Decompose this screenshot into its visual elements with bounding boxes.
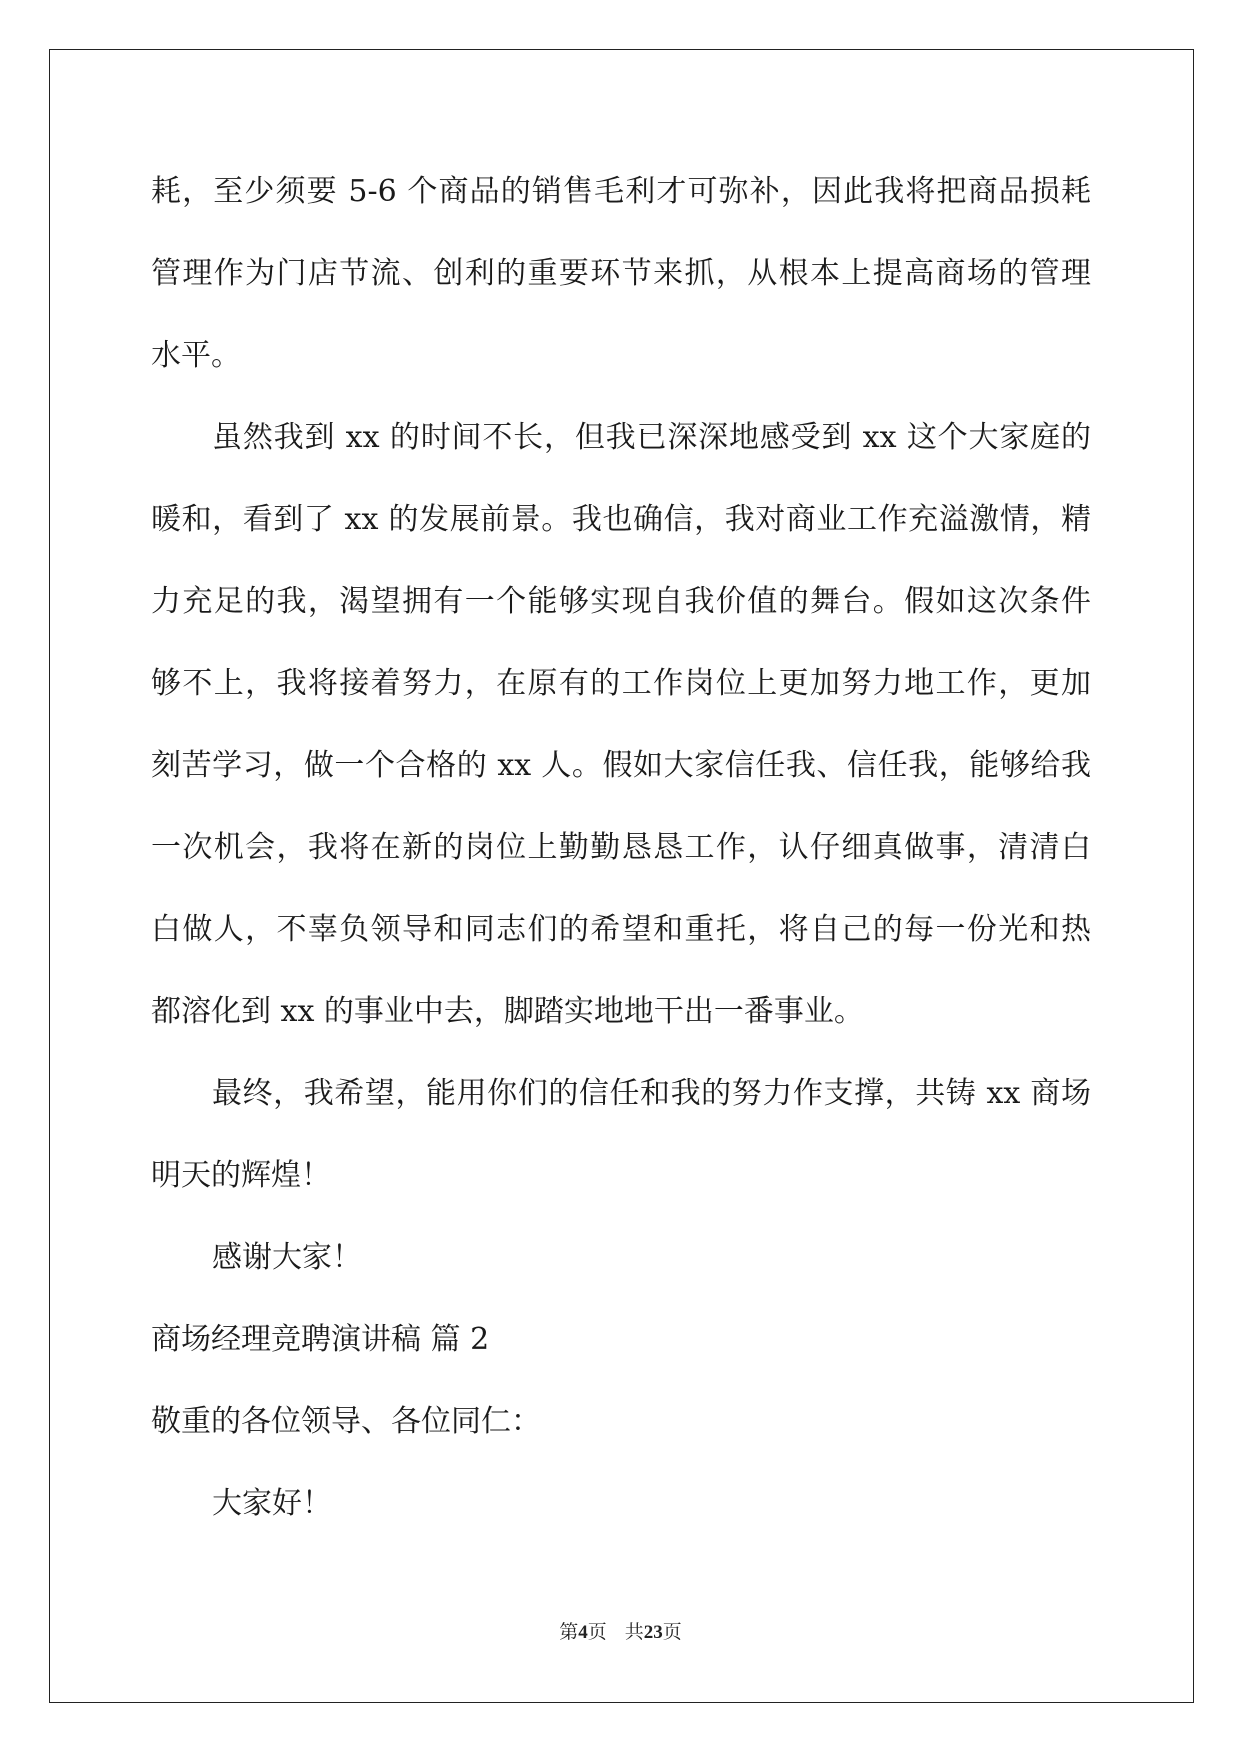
paragraph-line: 管理作为门店节流、创利的重要环节来抓，从根本上提高商场的管理 <box>151 256 1091 291</box>
paragraph-line: 感谢大家！ <box>212 1240 362 1275</box>
paragraph-line: 最终，我希望，能用你们的信任和我的努力作支撑，共铸 xx 商场 <box>212 1076 1091 1111</box>
current-page-number: 4 <box>578 1622 588 1643</box>
total-pages-number: 23 <box>643 1622 663 1643</box>
paragraph-line: 水平。 <box>151 338 241 373</box>
document-body <box>151 162 1091 1556</box>
salutation: 敬重的各位领导、各位同仁： <box>151 1404 541 1439</box>
paragraph-line: 耗，至少须要 5-6 个商品的销售毛利才可弥补，因此我将把商品损耗 <box>151 174 1091 209</box>
paragraph-line: 白做人，不辜负领导和同志们的希望和重托，将自己的每一份光和热 <box>151 912 1091 947</box>
page-prefix: 第 <box>559 1621 579 1643</box>
total-prefix: 共 <box>624 1621 644 1643</box>
page-footer <box>0 1617 1241 1644</box>
paragraph-line: 虽然我到 xx 的时间不长，但我已深深地感受到 xx 这个大家庭的 <box>212 420 1091 455</box>
paragraph-line: 明天的辉煌！ <box>151 1158 331 1193</box>
paragraph-line: 一次机会，我将在新的岗位上勤勤恳恳工作，认仔细真做事，清清白 <box>151 830 1091 865</box>
paragraph-line: 都溶化到 xx 的事业中去，脚踏实地地干出一番事业。 <box>151 994 864 1029</box>
paragraph-line: 暖和，看到了 xx 的发展前景。我也确信，我对商业工作充溢激情，精 <box>151 502 1091 537</box>
section-heading: 商场经理竞聘演讲稿 篇 2 <box>151 1322 490 1357</box>
total-suffix: 页 <box>662 1621 682 1643</box>
paragraph-line: 刻苦学习，做一个合格的 xx 人。假如大家信任我、信任我，能够给我 <box>151 748 1091 783</box>
page-suffix: 页 <box>587 1621 607 1643</box>
paragraph-line: 够不上，我将接着努力，在原有的工作岗位上更加努力地工作，更加 <box>151 666 1091 701</box>
paragraph-line: 力充足的我，渴望拥有一个能够实现自我价值的舞台。假如这次条件 <box>151 584 1091 619</box>
greeting: 大家好！ <box>212 1486 332 1521</box>
